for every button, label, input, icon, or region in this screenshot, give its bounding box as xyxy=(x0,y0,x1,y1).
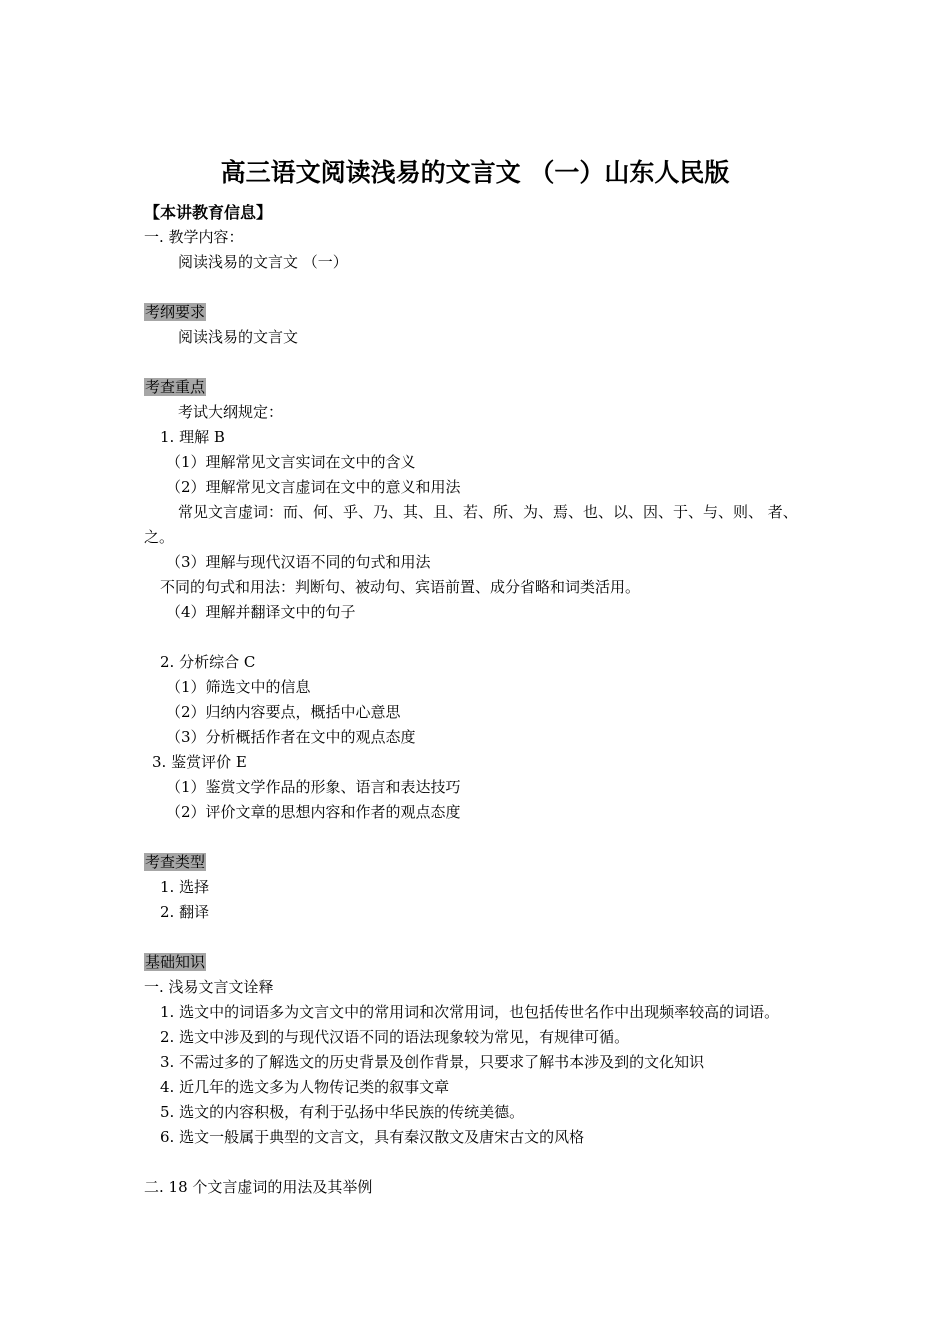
spacer xyxy=(144,625,814,650)
info-header: 【本讲教育信息】 xyxy=(144,203,273,222)
spacer xyxy=(144,925,814,950)
spacer xyxy=(144,1150,814,1175)
spacer xyxy=(144,350,814,375)
basics-heading: 基础知识 xyxy=(145,953,206,971)
basics-point: 2. 选文中涉及到的与现代汉语不同的语法现象较为常见，有规律可循。 xyxy=(160,1028,630,1046)
focus-subitem: （1）理解常见文言实词在文中的含义 xyxy=(166,453,416,471)
types-section xyxy=(144,850,814,875)
spacer xyxy=(144,275,814,300)
focus-item-understand: 1. 理解 B xyxy=(160,428,225,446)
basics-point: 1. 选文中的词语多为文言文中的常用词和次常用词，也包括传世名作中出现频率较高的词语。 xyxy=(160,1003,780,1021)
focus-item-appreciate: 3. 鉴赏评价 E xyxy=(152,753,247,771)
focus-subitem: （3）分析概括作者在文中的观点态度 xyxy=(166,728,416,746)
focus-subitem: （4）理解并翻译文中的句子 xyxy=(166,603,356,621)
basics-point: 5. 选文的内容积极，有利于弘扬中华民族的传统美德。 xyxy=(160,1103,525,1121)
focus-subitem: （2）理解常见文言虚词在文中的意义和用法 xyxy=(166,478,461,496)
basics-point: 6. 选文一般属于典型的文言文，具有秦汉散文及唐宋古文的风格 xyxy=(160,1128,585,1146)
document-title: 高三语文阅读浅易的文言文 （一）山东人民版 xyxy=(220,158,730,187)
spacer xyxy=(144,825,814,850)
types-heading: 考查类型 xyxy=(145,853,206,871)
syllabus-section xyxy=(144,300,814,325)
basics-point: 3. 不需过多的了解选文的历史背景及创作背景，只要求了解书本涉及到的文化知识 xyxy=(160,1053,705,1071)
focus-intro: 考试大纲规定： xyxy=(178,403,284,421)
focus-subitem: （1）鉴赏文学作品的形象、语言和表达技巧 xyxy=(166,778,461,796)
syllabus-heading: 考纲要求 xyxy=(145,303,206,321)
teaching-content-label: 一. 教学内容： xyxy=(144,228,244,246)
document-body xyxy=(144,200,814,1200)
types-item: 2. 翻译 xyxy=(160,903,210,921)
focus-subitem: （3）理解与现代汉语不同的句式和用法 xyxy=(166,553,431,571)
focus-subitem: （2）归纳内容要点，概括中心意思 xyxy=(166,703,401,721)
focus-subitem: （2）评价文章的思想内容和作者的观点态度 xyxy=(166,803,461,821)
focus-subitem: （1）筛选文中的信息 xyxy=(166,678,311,696)
types-item: 1. 选择 xyxy=(160,878,210,896)
basics-point: 4. 近几年的选文多为人物传记类的叙事文章 xyxy=(160,1078,450,1096)
focus-section xyxy=(144,375,814,400)
teaching-content-text: 阅读浅易的文言文 （一） xyxy=(178,253,348,271)
syllabus-text: 阅读浅易的文言文 xyxy=(178,328,299,346)
focus-item-analyze: 2. 分析综合 C xyxy=(160,653,256,671)
function-words-list: 常见文言虚词：而、何、乎、乃、其、且、若、所、为、焉、也、以、因、于、与、则、 者、 之。 xyxy=(144,503,798,546)
basics-subsection-title: 一. 浅易文言文诠释 xyxy=(144,978,274,996)
basics-section xyxy=(144,950,814,975)
basics-subsection-title: 二. 18 个文言虚词的用法及其举例 xyxy=(144,1178,373,1196)
sentence-forms-text: 不同的句式和用法：判断句、被动句、宾语前置、成分省略和词类活用。 xyxy=(160,578,641,596)
focus-heading: 考查重点 xyxy=(145,378,206,396)
